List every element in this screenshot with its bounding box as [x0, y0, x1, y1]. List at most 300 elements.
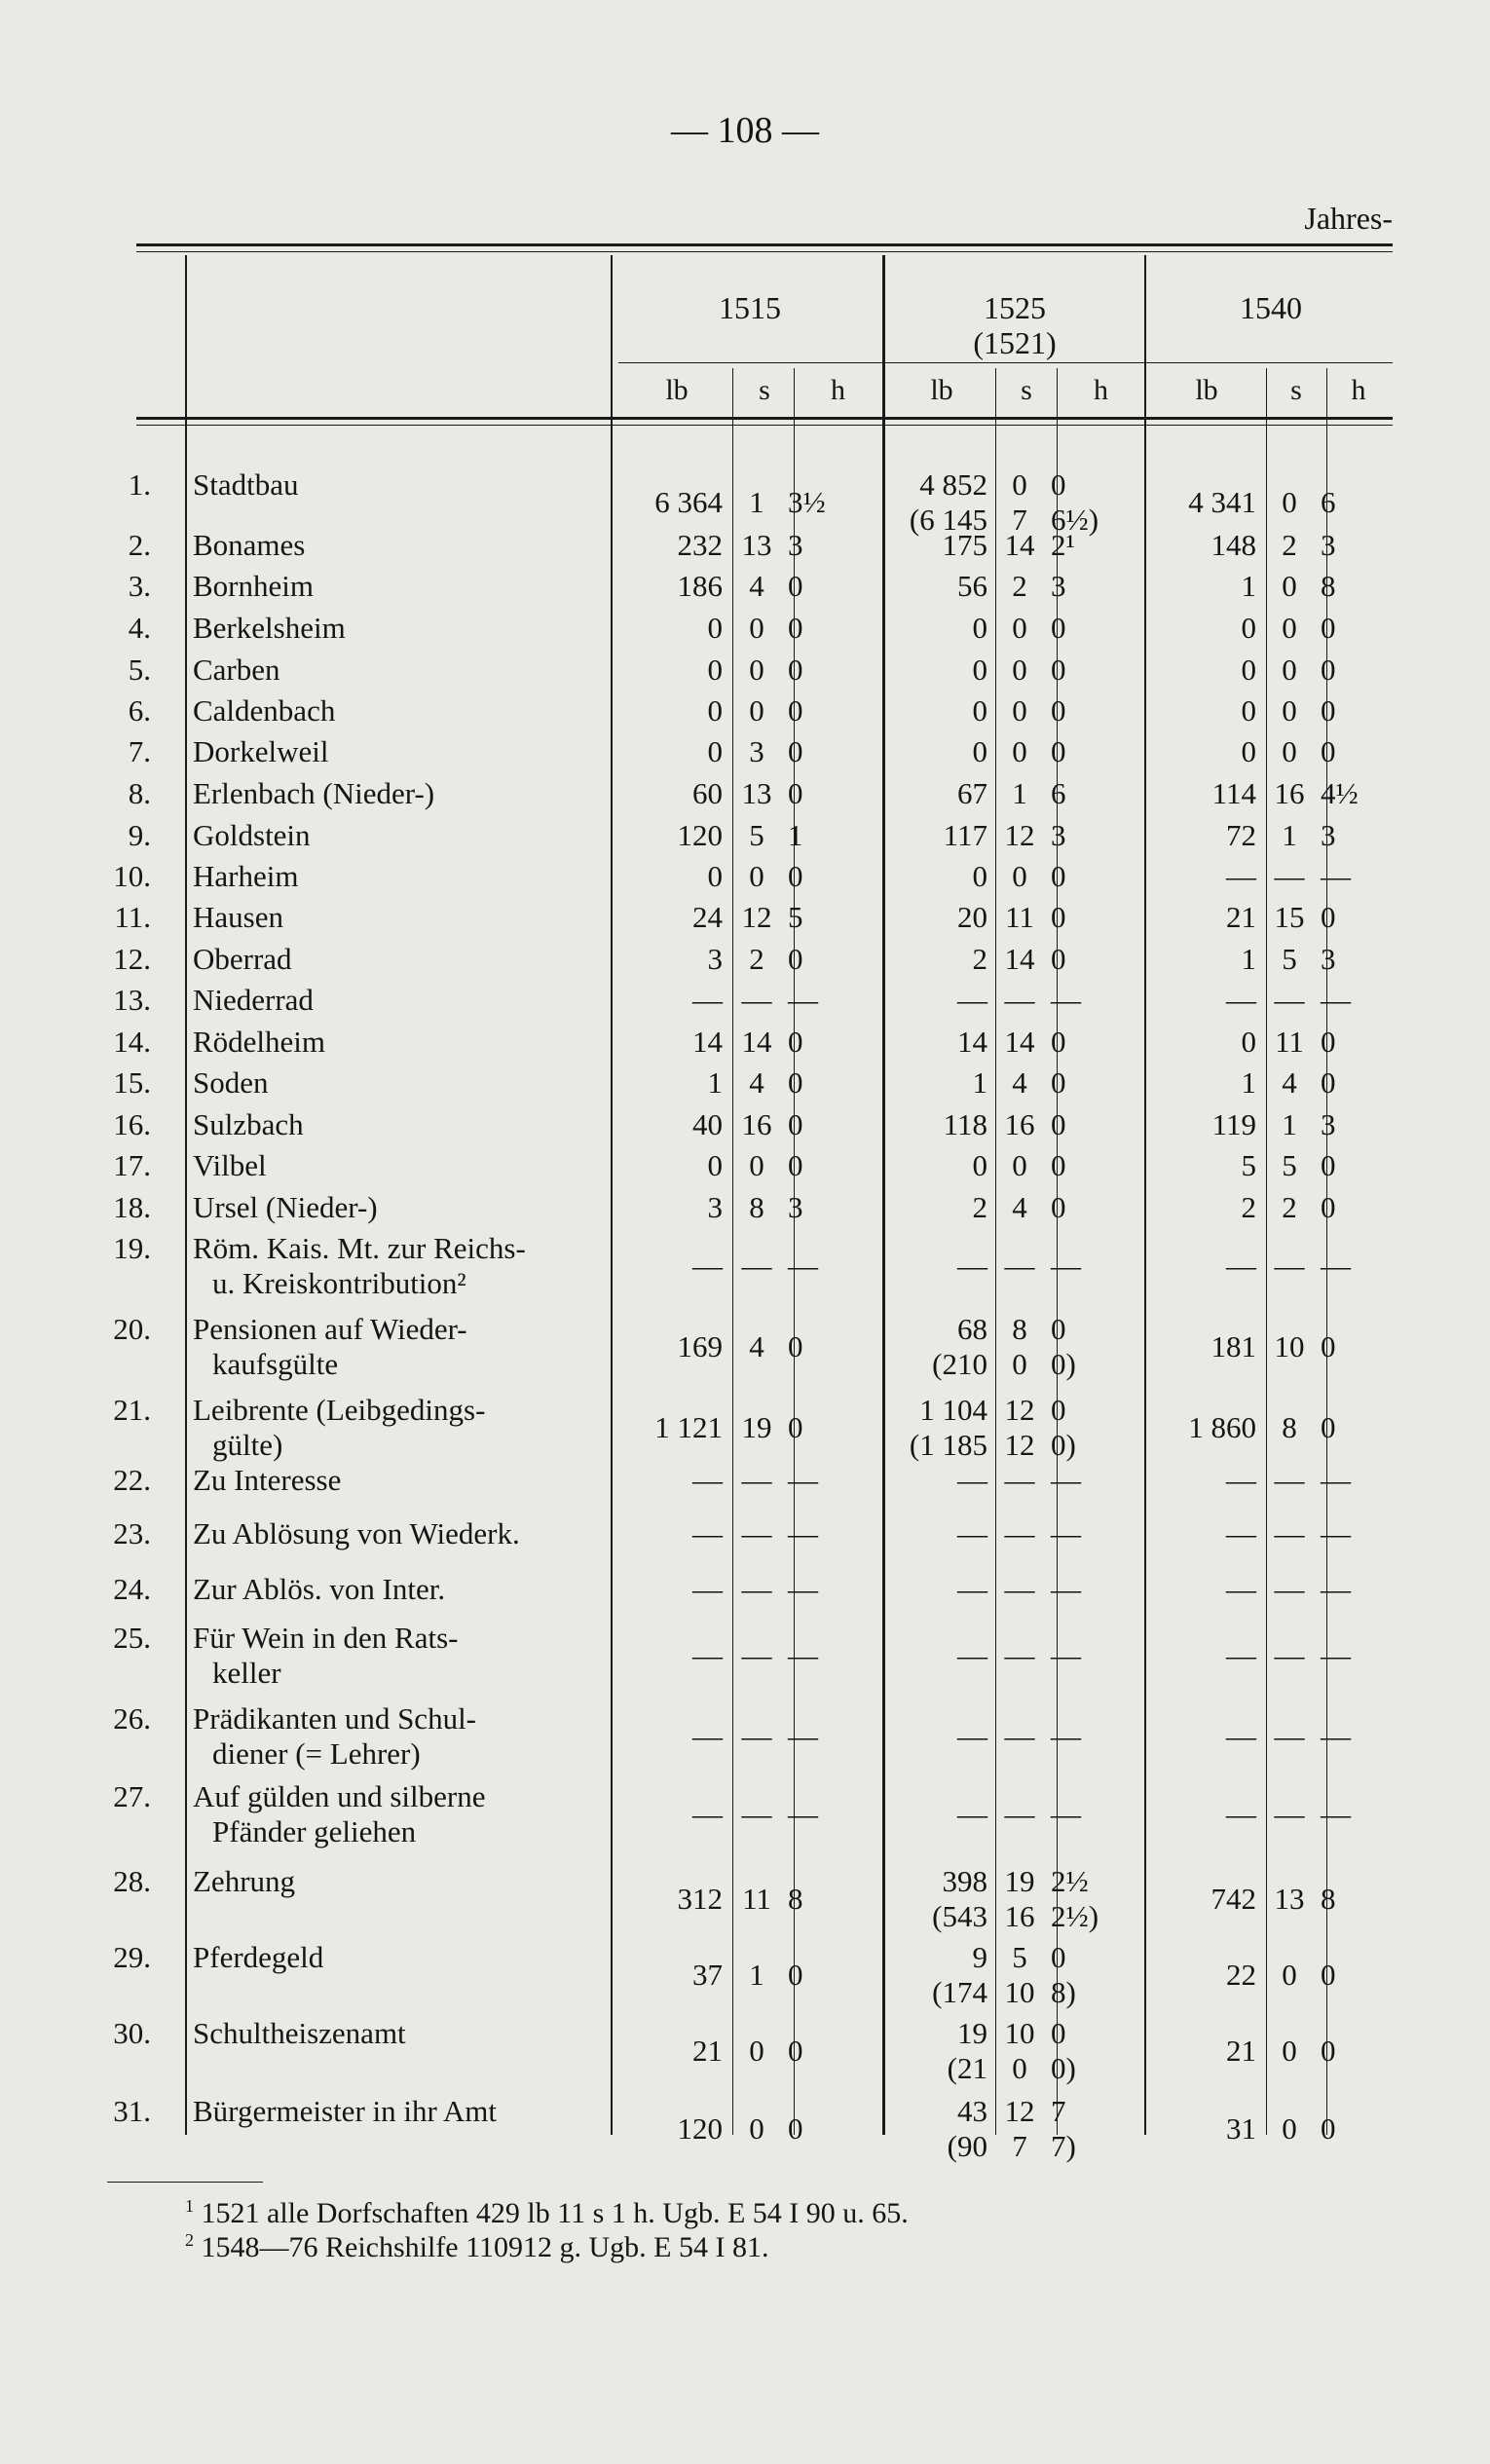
value-1540-lb: — [1226, 1516, 1256, 1550]
value-1515-lb: 3 [707, 942, 723, 976]
value-1540-h: — [1321, 859, 1351, 893]
value-1540-s: — [1274, 1572, 1305, 1606]
value-1540-h: — [1321, 1797, 1351, 1831]
table-row [0, 567, 1490, 608]
value-1540-h: 6 [1321, 485, 1336, 519]
row-number: 3. [128, 569, 151, 603]
value-1540-lb: 1 [1241, 569, 1256, 603]
value-1515-s: 0 [749, 859, 764, 893]
value-1515-h: 0 [788, 2111, 803, 2146]
value-1540-lb: 0 [1241, 653, 1256, 687]
value-1525-lb: 0 [972, 653, 987, 687]
value-1540-h: — [1321, 1516, 1351, 1550]
value-1515-lb: — [692, 1719, 723, 1753]
value-1515-lb: — [692, 1572, 723, 1606]
value-1525-lb: 20 [957, 900, 987, 934]
value-1515-lb: 1 121 [654, 1410, 723, 1444]
row-label: Oberrad [193, 942, 292, 976]
value-1515-h: 8 [788, 1882, 803, 1916]
value-1525-h: 0 [1051, 1312, 1066, 1346]
value-1525-lb: 1 104 [919, 1393, 987, 1427]
table-row [0, 898, 1490, 939]
value-1540-lb: 21 [1226, 900, 1256, 934]
row-number: 7. [128, 734, 151, 768]
table-row [0, 1023, 1490, 1064]
value-1525-h: — [1051, 1797, 1081, 1831]
value-1525-h: 0 [1051, 734, 1066, 768]
row-label: Soden [193, 1065, 269, 1100]
table-row [0, 816, 1490, 857]
row-label: Erlenbach (Nieder-) [193, 776, 435, 810]
value-1515-lb: 24 [692, 900, 723, 934]
unit-s: s [759, 374, 770, 406]
value-1540-s: 11 [1275, 1025, 1304, 1059]
table-row [0, 1862, 1490, 1944]
row-number: 11. [114, 900, 151, 934]
value-1515-s: — [741, 1249, 772, 1283]
value-1515-s: 2 [749, 942, 764, 976]
value-1525-lb: — [957, 1797, 987, 1831]
row-number: 13. [113, 983, 151, 1017]
row-label: Zehrung [193, 1864, 296, 1898]
value-1521-h: 6½) [1051, 503, 1099, 537]
value-1540-h: 0 [1321, 900, 1336, 934]
value-1540-h: — [1321, 1463, 1351, 1497]
unit-h: h [1094, 374, 1108, 406]
value-1521-h: 7) [1051, 2129, 1076, 2163]
value-1515-lb: — [692, 1463, 723, 1497]
value-1525-lb: 2 [972, 1190, 987, 1224]
value-1515-s: 1 [749, 485, 764, 519]
value-1540-s: 13 [1274, 1882, 1305, 1916]
value-1521-s: 7 [1012, 2129, 1027, 2163]
table-row [0, 1146, 1490, 1187]
value-1540-lb: 31 [1226, 2111, 1256, 2146]
value-1515-s: 4 [749, 1065, 764, 1100]
value-1525-lb: 398 [942, 1864, 987, 1898]
value-1540-lb: — [1226, 1719, 1256, 1753]
row-number: 6. [128, 693, 151, 728]
value-1525-s: 0 [1012, 1148, 1027, 1182]
value-1540-h: — [1321, 1249, 1351, 1283]
value-1525-h: 0 [1051, 2016, 1066, 2050]
value-1525-lb: 14 [957, 1025, 987, 1059]
value-1515-lb: 60 [692, 776, 723, 810]
value-1540-s: 0 [1282, 693, 1297, 728]
value-1515-h: — [788, 1719, 818, 1753]
value-1525-s: 12 [1004, 1393, 1035, 1427]
value-1525-s: 1 [1012, 776, 1027, 810]
year-1540: 1540 [1240, 290, 1302, 325]
value-1515-s: — [741, 1516, 772, 1550]
value-1540-lb: 119 [1211, 1107, 1256, 1141]
row-number: 4. [128, 611, 151, 645]
value-1540-h: 0 [1321, 1329, 1336, 1363]
value-1521-h: 0) [1051, 1428, 1076, 1462]
value-1515-h: 0 [788, 1958, 803, 1992]
value-1540-s: 0 [1282, 611, 1297, 645]
value-1515-s: 3 [749, 734, 764, 768]
value-1525-lb: — [957, 1516, 987, 1550]
value-1525-h: 0 [1051, 1107, 1066, 1141]
value-1540-lb: — [1226, 1463, 1256, 1497]
value-1525-s: 2 [1012, 569, 1027, 603]
value-1525-s: 14 [1004, 528, 1035, 562]
value-1525-s: 11 [1005, 900, 1034, 934]
value-1521-s: 16 [1004, 1899, 1035, 1933]
value-1515-lb: 3 [707, 1190, 723, 1224]
value-1540-lb: 181 [1211, 1329, 1256, 1363]
table-row [0, 1064, 1490, 1104]
value-1515-s: 0 [749, 2111, 764, 2146]
row-label: Zur Ablös. von Inter. [193, 1572, 446, 1606]
value-1540-s: — [1274, 859, 1305, 893]
value-1540-h: 3 [1321, 818, 1336, 852]
row-label: Goldstein [193, 818, 311, 852]
value-1515-s: — [741, 983, 772, 1017]
row-label: Sulzbach [193, 1107, 304, 1141]
value-1540-h: 3 [1321, 528, 1336, 562]
value-1540-h: — [1321, 1638, 1351, 1672]
value-1525-lb: 0 [972, 611, 987, 645]
row-label: Pensionen auf Wieder- [193, 1312, 467, 1346]
value-1525-h: — [1051, 1516, 1081, 1550]
value-1540-h: 0 [1321, 693, 1336, 728]
value-1515-h: 0 [788, 1148, 803, 1182]
value-1521-s: 12 [1004, 1428, 1035, 1462]
value-1540-lb: — [1226, 859, 1256, 893]
value-1515-lb: 120 [677, 2111, 723, 2146]
value-1540-lb: — [1226, 1797, 1256, 1831]
footnote-1: $^1$ 1521 alle Dorfschaften 429 lb 11 s 1 h. Ugb. E 54 I 90 u. 65. [185, 2196, 909, 2229]
table-row [0, 609, 1490, 650]
value-1525-h: 0 [1051, 653, 1066, 687]
row-label-continued: gülte) [212, 1428, 283, 1462]
row-label: Leibrente (Leibgedings- [193, 1393, 486, 1427]
value-1540-lb: 0 [1241, 693, 1256, 728]
value-1515-h: 0 [788, 1025, 803, 1059]
value-1540-h: 0 [1321, 1410, 1336, 1444]
row-label-continued: Pfänder geliehen [212, 1814, 417, 1848]
value-1540-s: 0 [1282, 569, 1297, 603]
table-row [0, 651, 1490, 691]
unit-s: s [1021, 374, 1032, 406]
value-1525-s: 0 [1012, 859, 1027, 893]
value-1515-lb: — [692, 1249, 723, 1283]
row-label-continued: keller [212, 1656, 281, 1690]
row-number: 14. [113, 1025, 151, 1059]
value-1525-s: 19 [1004, 1864, 1035, 1898]
value-1540-h: 3 [1321, 942, 1336, 976]
page-number: — 108 — [671, 110, 819, 151]
value-1525-h: 0 [1051, 1190, 1066, 1224]
value-1515-h: — [788, 1463, 818, 1497]
row-number: 1. [128, 467, 151, 502]
value-1515-s: — [741, 1463, 772, 1497]
value-1540-lb: — [1226, 1572, 1256, 1606]
value-1525-s: — [1004, 983, 1035, 1017]
value-1525-h: 0 [1051, 900, 1066, 934]
value-1540-s: — [1274, 1719, 1305, 1753]
value-1525-lb: — [957, 1463, 987, 1497]
value-1525-lb: 9 [972, 1940, 987, 1974]
value-1540-s: 0 [1282, 1958, 1297, 1992]
year-1515: 1515 [719, 290, 781, 325]
value-1540-s: 2 [1282, 528, 1297, 562]
unit-lb: lb [930, 374, 953, 406]
year-1525: 1525 (1521) [973, 290, 1057, 360]
row-number: 16. [113, 1107, 151, 1141]
value-1540-s: 0 [1282, 734, 1297, 768]
value-1515-h: 0 [788, 653, 803, 687]
value-1525-s: 12 [1004, 818, 1035, 852]
row-number: 10. [113, 859, 151, 893]
row-number: 25. [113, 1621, 151, 1655]
value-1521-lb: (1 185 [909, 1428, 987, 1462]
value-1521-s: 10 [1004, 1975, 1035, 2009]
value-1515-s: 16 [741, 1107, 772, 1141]
unit-lb: lb [665, 374, 689, 406]
value-1525-lb: — [957, 1572, 987, 1606]
value-1525-s: — [1004, 1719, 1035, 1753]
value-1525-h: 2½ [1051, 1864, 1089, 1898]
value-1525-h: 3 [1051, 818, 1066, 852]
value-1540-lb: 0 [1241, 734, 1256, 768]
table-row [0, 1514, 1490, 1555]
value-1540-h: 0 [1321, 1025, 1336, 1059]
value-1525-lb: — [957, 983, 987, 1017]
value-1525-h: — [1051, 1249, 1081, 1283]
value-1525-s: — [1004, 1638, 1035, 1672]
value-1540-h: — [1321, 1719, 1351, 1753]
value-1515-lb: 0 [707, 1148, 723, 1182]
value-1515-h: 3½ [788, 485, 826, 519]
value-1540-h: — [1321, 1572, 1351, 1606]
table-row [0, 2014, 1490, 2096]
value-1525-lb: 56 [957, 569, 987, 603]
value-1525-s: 4 [1012, 1065, 1027, 1100]
value-1515-s: — [741, 1719, 772, 1753]
row-label: Bonames [193, 528, 306, 562]
value-1521-lb: (210 [932, 1347, 987, 1381]
value-1515-h: 0 [788, 1107, 803, 1141]
value-1525-s: 16 [1004, 1107, 1035, 1141]
value-1540-h: 0 [1321, 2034, 1336, 2068]
value-1540-lb: 4 341 [1188, 485, 1256, 519]
table-row [0, 1188, 1490, 1229]
row-label: Harheim [193, 859, 299, 893]
value-1540-s: 0 [1282, 2034, 1297, 2068]
row-number: 12. [113, 942, 151, 976]
value-1515-h: — [788, 1572, 818, 1606]
row-label: Ursel (Nieder-) [193, 1190, 378, 1224]
row-label: Berkelsheim [193, 611, 346, 645]
value-1540-lb: 742 [1211, 1882, 1256, 1916]
value-1515-h: 5 [788, 900, 803, 934]
value-1525-h: 0 [1051, 1065, 1066, 1100]
value-1515-h: 0 [788, 1065, 803, 1100]
value-1515-s: 4 [749, 1329, 764, 1363]
value-1540-lb: — [1226, 1638, 1256, 1672]
value-1540-s: 8 [1282, 1410, 1297, 1444]
value-1521-lb: (21 [947, 2051, 987, 2085]
value-1525-s: 0 [1012, 467, 1027, 502]
value-1525-s: 0 [1012, 653, 1027, 687]
value-1525-lb: 0 [972, 734, 987, 768]
row-number: 21. [113, 1393, 151, 1427]
value-1540-s: 5 [1282, 1148, 1297, 1182]
row-label: Für Wein in den Rats- [193, 1621, 459, 1655]
value-1515-lb: 1 [707, 1065, 723, 1100]
value-1515-h: 0 [788, 1410, 803, 1444]
value-1540-lb: — [1226, 1249, 1256, 1283]
value-1525-lb: 117 [943, 818, 987, 852]
value-1515-lb: 186 [677, 569, 723, 603]
value-1525-lb: — [957, 1638, 987, 1672]
value-1525-h: 2¹ [1051, 528, 1075, 562]
value-1515-h: 0 [788, 942, 803, 976]
row-label: Auf gülden und silberne [193, 1779, 486, 1813]
value-1525-h: — [1051, 1638, 1081, 1672]
value-1525-s: — [1004, 1516, 1035, 1550]
value-1515-lb: — [692, 1516, 723, 1550]
row-label: Hausen [193, 900, 283, 934]
unit-h: h [831, 374, 845, 406]
row-number: 2. [128, 528, 151, 562]
row-number: 18. [113, 1190, 151, 1224]
value-1525-h: — [1051, 1463, 1081, 1497]
value-1525-lb: 0 [972, 693, 987, 728]
value-1540-lb: 1 860 [1188, 1410, 1256, 1444]
row-label-continued: diener (= Lehrer) [212, 1736, 421, 1771]
value-1515-h: 0 [788, 611, 803, 645]
value-1521-h: 8) [1051, 1975, 1076, 2009]
value-1521-lb: (543 [932, 1899, 987, 1933]
value-1521-s: 7 [1012, 503, 1027, 537]
value-1525-s: — [1004, 1572, 1035, 1606]
row-label: Vilbel [193, 1148, 267, 1182]
row-label: Pferdegeld [193, 1940, 324, 1974]
table-row [0, 981, 1490, 1022]
value-1515-s: 8 [749, 1190, 764, 1224]
value-1540-s: 0 [1282, 653, 1297, 687]
value-1515-lb: 0 [707, 693, 723, 728]
value-1515-h: 3 [788, 1190, 803, 1224]
row-label: Prädikanten und Schul- [193, 1701, 477, 1736]
row-label: Zu Interesse [193, 1463, 342, 1497]
value-1540-lb: 0 [1241, 611, 1256, 645]
row-label: Caldenbach [193, 693, 336, 728]
value-1540-s: 1 [1282, 1107, 1297, 1141]
value-1540-h: 0 [1321, 1065, 1336, 1100]
value-1521-lb: (6 145 [909, 503, 987, 537]
value-1540-s: — [1274, 1516, 1305, 1550]
value-1525-h: 0 [1051, 859, 1066, 893]
value-1515-lb: — [692, 983, 723, 1017]
value-1515-s: 12 [741, 900, 772, 934]
value-1521-h: 0) [1051, 1347, 1076, 1381]
value-1525-lb: 43 [957, 2094, 987, 2128]
value-1515-s: — [741, 1797, 772, 1831]
value-1525-lb: 2 [972, 942, 987, 976]
value-1540-lb: 21 [1226, 2034, 1256, 2068]
value-1540-lb: 72 [1226, 818, 1256, 852]
value-1515-s: 0 [749, 1148, 764, 1182]
row-number: 27. [113, 1779, 151, 1813]
value-1540-h: 8 [1321, 1882, 1336, 1916]
value-1515-lb: 169 [677, 1329, 723, 1363]
row-number: 24. [113, 1572, 151, 1606]
value-1515-lb: 6 364 [654, 485, 723, 519]
value-1525-lb: — [957, 1719, 987, 1753]
value-1525-h: 0 [1051, 1025, 1066, 1059]
value-1521-s: 0 [1012, 2051, 1027, 2085]
value-1515-h: 0 [788, 569, 803, 603]
value-1525-s: 0 [1012, 611, 1027, 645]
value-1515-h: — [788, 1516, 818, 1550]
value-1515-h: 0 [788, 776, 803, 810]
value-1515-h: — [788, 1797, 818, 1831]
value-1515-s: — [741, 1572, 772, 1606]
value-1515-h: 3 [788, 528, 803, 562]
row-label: Niederrad [193, 983, 314, 1017]
value-1515-lb: 0 [707, 653, 723, 687]
row-label-continued: kaufsgülte [212, 1347, 339, 1381]
value-1515-s: 0 [749, 611, 764, 645]
unit-s: s [1290, 374, 1302, 406]
value-1515-h: — [788, 983, 818, 1017]
value-1525-h: 7 [1051, 2094, 1066, 2128]
value-1525-s: 14 [1004, 1025, 1035, 1059]
value-1515-h: 0 [788, 1329, 803, 1363]
value-1525-s: 0 [1012, 734, 1027, 768]
header-right: Jahres- [1304, 201, 1393, 236]
row-label: Rödelheim [193, 1025, 326, 1059]
value-1540-lb: 1 [1241, 942, 1256, 976]
table-row [0, 732, 1490, 773]
row-number: 29. [113, 1940, 151, 1974]
value-1525-lb: 0 [972, 859, 987, 893]
row-label: Dorkelweil [193, 734, 329, 768]
units-rule [618, 362, 1393, 363]
row-label: Schultheiszenamt [193, 2016, 406, 2050]
row-number: 15. [113, 1065, 151, 1100]
value-1525-h: 0 [1051, 1940, 1066, 1974]
value-1515-s: 19 [741, 1410, 772, 1444]
value-1540-s: — [1274, 1797, 1305, 1831]
value-1540-h: 0 [1321, 1958, 1336, 1992]
value-1540-h: 0 [1321, 611, 1336, 645]
value-1521-lb: (90 [947, 2129, 987, 2163]
value-1540-s: 16 [1274, 776, 1305, 810]
value-1525-lb: 68 [957, 1312, 987, 1346]
row-number: 22. [113, 1463, 151, 1497]
value-1521-lb: (174 [932, 1975, 987, 2009]
value-1525-h: — [1051, 1719, 1081, 1753]
value-1540-s: 5 [1282, 942, 1297, 976]
value-1515-lb: 232 [677, 528, 723, 562]
top-rule [136, 243, 1393, 246]
table-row [0, 1619, 1490, 1700]
table-row [0, 940, 1490, 981]
value-1540-lb: 1 [1241, 1065, 1256, 1100]
value-1540-h: 4½ [1321, 776, 1359, 810]
value-1525-h: 0 [1051, 467, 1066, 502]
table-row [0, 857, 1490, 898]
value-1540-h: 0 [1321, 2111, 1336, 2146]
row-label: Bürgermeister in ihr Amt [193, 2094, 497, 2128]
table-row [0, 1310, 1490, 1392]
